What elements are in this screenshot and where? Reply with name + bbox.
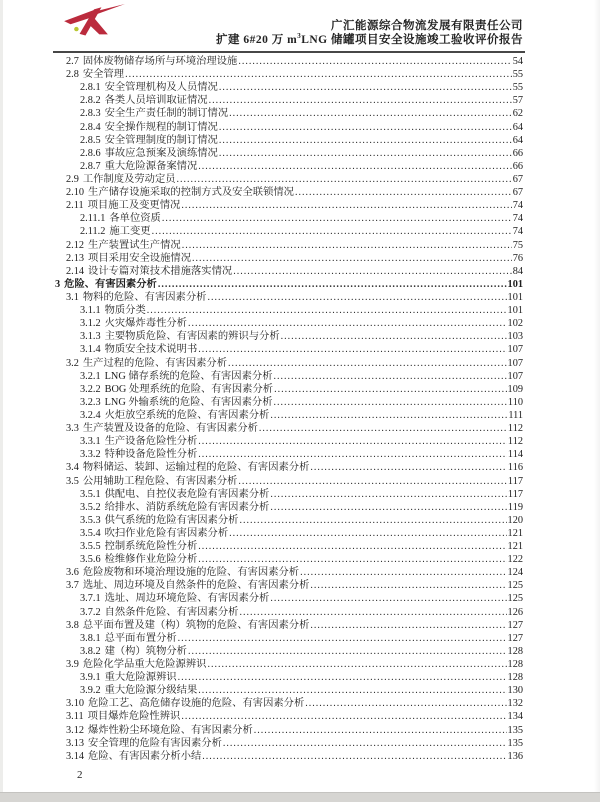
toc-entry-page: 128 [507,672,523,684]
toc-entry-number: 3.5.2 [80,501,101,513]
toc-entry-page: 135 [507,737,523,749]
dot-leader [270,409,507,422]
toc-entry [55,475,523,488]
toc-entry-title: 工作制度及劳动定员 [82,173,176,185]
toc-entry [55,422,523,435]
toc-entry-title: LNG 外输系统的危险、有害因素分析 [104,396,273,408]
dot-leader [198,553,506,566]
toc-entry [55,147,523,160]
toc-entry-number: 2.8.7 [80,160,101,172]
toc-entry [55,396,523,409]
toc-entry-number: 3.2.2 [80,383,101,395]
toc-entry-number: 3.2.3 [80,396,101,408]
toc-entry [55,173,523,186]
toc-entry-title: 检维修作业危险分析 [104,554,198,566]
toc-entry-page: 112 [507,436,523,448]
toc-entry-page: 66 [512,160,523,172]
toc-entry-number: 3.14 [66,750,85,762]
dot-leader [219,121,512,134]
toc-entry [55,186,523,199]
dot-leader [229,527,506,540]
toc-entry-page: 55 [512,69,523,81]
toc-entry-number: 3.1 [66,291,79,303]
toc-entry-number: 2.8 [66,69,79,81]
toc-entry-page: 128 [507,645,523,657]
toc-entry-number: 3.9.2 [80,685,101,697]
toc-entry [55,278,523,291]
dot-leader [198,540,506,553]
toc-entry [55,710,523,723]
toc-entry-page: 119 [507,501,523,513]
toc-entry-number: 3.5.4 [80,527,101,539]
toc-entry-title: 自然条件危险、有害因素分析 [104,606,239,618]
toc-entry-number: 3.11 [66,711,84,723]
toc-entry [55,750,523,763]
dot-leader [188,317,507,330]
toc-entry-title: 危险化学品重大危险源辨识 [82,659,207,671]
toc-entry-page: 134 [507,711,523,723]
toc-entry-page: 62 [512,108,523,120]
toc-entry-number: 3.1.1 [80,305,101,317]
dot-leader [295,186,512,199]
toc-entry-page: 107 [507,370,523,382]
toc-entry-title: 安全管理的危险有害因素分析 [88,737,222,749]
toc-entry-title: 生产设备危险性分析 [104,436,198,448]
toc-entry-page: 126 [507,606,523,618]
page-number: 2 [77,769,83,781]
toc-entry [55,357,523,370]
dot-leader [270,501,507,514]
dot-leader [238,475,507,488]
toc-entry [55,737,523,750]
toc-entry-page: 74 [512,200,523,212]
report-title-suffix: LNG 储罐项目安全设施竣工验收评价报告 [301,34,523,46]
report-title-prefix: 扩建 6#20 万 m [215,34,298,46]
toc-entry-page: 75 [512,239,523,251]
toc-entry-number: 2.11.2 [80,226,106,238]
dot-leader [254,724,507,737]
toc-entry-page: 66 [512,147,523,159]
toc-entry-number: 2.11 [66,200,84,212]
dot-leader [228,357,507,370]
dot-leader [270,488,507,501]
dot-leader [274,396,507,409]
toc-entry-page: 130 [507,685,523,697]
dot-leader [259,422,507,435]
toc-entry-page: 124 [507,567,523,579]
toc-entry-title: 爆炸性粉尘环境危险、有害因素分析 [88,724,253,736]
dot-leader [178,632,507,645]
page-footer [77,769,83,781]
toc-entry [55,606,523,619]
toc-entry-number: 3.3.1 [80,436,101,448]
toc-entry-page: 54 [512,56,523,67]
dot-leader [188,645,507,658]
toc-entry-number: 3.4 [66,462,79,474]
toc-entry [55,317,523,330]
toc-entry-page: 136 [507,750,523,762]
toc-entry-page: 110 [507,396,523,408]
toc-entry-title: 项目爆炸危险性辨识 [87,711,181,723]
toc-entry-title: 给排水、消防系统危险有害因素分析 [104,501,270,513]
toc-entry-title: 公用辅助工程危险、有害因素分析 [82,475,238,487]
dot-leader [181,710,506,723]
toc-entry [55,265,523,278]
toc-entry-title: 总平面布置分析 [104,632,177,644]
dot-leader [229,107,512,120]
dot-leader [198,435,507,448]
toc-entry-title: 危险废物和环境治理设施的危险、有害因素分析 [82,567,300,579]
toc-entry [55,160,523,173]
toc-entry-page: 101 [507,291,523,303]
toc-entry-title: 主要物质危险、有害因素的辨识与分析 [104,331,280,343]
toc-entry-number: 3.8.2 [80,645,101,657]
dot-leader [158,278,507,291]
toc-entry [55,239,523,252]
toc-entry [55,553,523,566]
toc-entry-number: 2.8.1 [80,82,101,94]
toc-entry-number: 3.5 [66,475,79,487]
toc-entry-title: 安全管理制度的制订情况 [104,134,218,146]
toc-entry [55,724,523,737]
toc-entry-page: 74 [512,213,523,225]
toc-entry-title: 物料储运、装卸、运输过程的危险、有害因素分析 [82,462,310,474]
dot-leader [219,81,512,94]
toc-entry [55,291,523,304]
toc-entry-title: LNG 储存系统的危险、有害因素分析 [104,370,273,382]
table-of-contents [55,55,523,763]
toc-entry-page: 107 [507,357,523,369]
dot-leader [233,265,512,278]
toc-entry-title: 项目施工及变更情况 [87,200,181,212]
dot-leader [310,461,507,474]
dot-leader [310,619,506,632]
header-divider [53,51,525,53]
toc-entry-page: 128 [507,659,523,671]
toc-entry-number: 3.1.4 [80,344,101,356]
logo-dot [74,27,78,31]
toc-entry-number: 3.2.4 [80,409,101,421]
toc-entry [55,461,523,474]
toc-entry-page: 121 [507,527,523,539]
toc-entry-title: 供气系统的危险有害因素分析 [104,514,239,526]
toc-entry [55,68,523,81]
dot-leader [192,252,512,265]
toc-entry-page: 101 [507,305,523,317]
toc-entry [55,540,523,553]
toc-entry-title: 重大危险源分级结果 [104,685,198,697]
toc-entry-page: 116 [507,462,523,474]
toc-entry-page: 132 [507,698,523,710]
dot-leader [198,448,507,461]
toc-entry [55,212,523,225]
toc-entry-number: 3.1.3 [80,331,101,343]
toc-entry-page: 84 [512,265,523,277]
toc-entry-number: 2.10 [66,187,85,199]
dot-leader [219,147,512,160]
toc-entry [55,199,523,212]
toc-entry-title: 物料的危险、有害因素分析 [82,291,207,303]
toc-entry-number: 2.8.3 [80,108,101,120]
toc-entry-title: 各类人员培训取证情况 [104,95,208,107]
toc-entry-page: 122 [507,554,523,566]
dot-leader [209,94,512,107]
toc-entry-title: 选址、周边环境危险、有害因素分析 [104,593,270,605]
toc-entry-page: 101 [507,278,523,290]
toc-entry-number: 3.7.2 [80,606,101,618]
toc-entry-number: 3.5.6 [80,554,101,566]
toc-entry-page: 103 [507,331,523,343]
toc-entry [55,252,523,265]
toc-entry-number: 3.5.1 [80,488,101,500]
toc-entry-page: 127 [507,632,523,644]
toc-entry-number: 2.9 [66,173,79,185]
toc-entry-number: 2.14 [66,265,85,277]
toc-entry-number: 2.12 [66,239,85,251]
toc-entry [55,107,523,120]
dot-leader [305,697,506,710]
toc-entry [55,304,523,317]
toc-entry-title: 施工变更 [109,226,151,238]
toc-entry-title: BOG 处理系统的危险、有害因素分析 [104,383,274,395]
toc-entry-title: 火灾爆炸毒性分析 [104,318,187,330]
toc-entry-page: 135 [507,724,523,736]
dot-leader [238,55,511,68]
toc-entry-title: 生产装置及设备的危险、有害因素分析 [82,423,258,435]
toc-entry-page: 102 [507,318,523,330]
report-title [216,33,523,47]
toc-entry-title: 安全管理 [82,69,125,81]
toc-entry-number: 2.8.5 [80,134,101,146]
dot-leader [198,684,506,697]
toc-entry-number: 2.13 [66,252,85,264]
toc-entry-page: 76 [512,252,523,264]
toc-entry [55,409,523,422]
toc-entry-number: 3.7 [66,580,79,592]
dot-leader [239,514,506,527]
scan-edge-left [0,0,3,802]
toc-entry [55,55,523,68]
report-title-superscript: 3 [297,32,302,41]
toc-entry-page: 64 [512,134,523,146]
toc-entry [55,592,523,605]
dot-leader [162,212,512,225]
toc-entry-title: 危险、有害因素分析 [64,278,157,290]
dot-leader [198,343,506,356]
dot-leader [207,658,506,671]
toc-entry-title: 吹扫作业危险有害因素分析 [104,527,229,539]
toc-entry-title: 危险工艺、高危储存设施的危险、有害因素分析 [88,698,305,710]
toc-entry-title: 安全生产责任制的制订情况 [104,108,229,120]
toc-entry-title: 项目采用安全设施情况 [88,252,191,264]
toc-entry-title: 供配电、自控仪表危险有害因素分析 [104,488,270,500]
toc-entry-page: 67 [512,173,523,185]
dot-leader [177,173,512,186]
toc-entry-number: 3.9.1 [80,672,101,684]
dot-leader [202,750,506,763]
toc-entry [55,684,523,697]
toc-entry-number: 3.3 [66,423,79,435]
header-text-block [216,19,523,47]
toc-entry-page: 64 [512,121,523,133]
toc-entry-title: 重大危险源辨识 [104,672,177,684]
toc-entry [55,619,523,632]
toc-entry [55,81,523,94]
toc-entry-title: 安全管理机构及人员情况 [104,82,218,94]
dot-leader [207,291,506,304]
dot-leader [223,737,507,750]
toc-entry-page: 117 [507,475,523,487]
dot-leader [281,330,507,343]
toc-entry [55,527,523,540]
toc-entry-title: 事故应急预案及演练情况 [104,147,218,159]
toc-entry-number: 3.2 [66,357,79,369]
toc-entry-page: 67 [512,187,523,199]
toc-entry-number: 3.3.2 [80,449,101,461]
toc-entry-number: 3.12 [66,724,85,736]
toc-entry-page: 109 [507,383,523,395]
toc-entry-number: 2.11.1 [80,213,106,225]
toc-entry-page: 125 [507,580,523,592]
dot-leader [239,606,506,619]
toc-entry-number: 2.7 [66,56,79,67]
dot-leader [152,225,512,238]
toc-entry-title: 总平面布置及建（构）筑物的危险、有害因素分析 [82,619,310,631]
toc-entry-number: 3.7.1 [80,593,101,605]
toc-entry-title: 生产装置试生产情况 [88,239,181,251]
toc-entry-number: 3 [55,278,61,290]
toc-entry [55,370,523,383]
toc-entry-title: 各单位资质 [109,213,161,225]
toc-entry-page: 74 [512,226,523,238]
toc-entry-title: 设计专篇对策技术措施落实情况 [88,265,233,277]
toc-entry-page: 111 [508,409,523,421]
toc-entry-title: 危险、有害因素分析小结 [88,750,202,762]
toc-entry-page: 121 [507,541,523,553]
toc-entry [55,134,523,147]
toc-entry [55,658,523,671]
scan-edge-right [594,0,600,793]
dot-leader [178,671,507,684]
toc-entry [55,330,523,343]
toc-entry [55,566,523,579]
toc-entry-page: 107 [507,344,523,356]
dot-leader [274,370,507,383]
dot-leader [198,160,511,173]
toc-entry [55,632,523,645]
toc-entry-page: 55 [512,82,523,94]
toc-entry-title: 物质分类 [104,305,146,317]
scan-edge-bottom [0,792,600,802]
toc-entry-title: 生产过程的危险、有害因素分析 [82,357,228,369]
toc-entry-number: 3.10 [66,698,85,710]
toc-entry-number: 3.6 [66,567,79,579]
toc-entry-number: 3.1.2 [80,318,101,330]
toc-entry-page: 57 [512,95,523,107]
toc-entry [55,514,523,527]
toc-entry [55,383,523,396]
dot-leader [274,383,506,396]
toc-entry-number: 2.8.2 [80,95,101,107]
toc-entry-number: 3.2.1 [80,370,101,382]
toc-entry-title: 生产储存设施采取的控制方式及安全联锁情况 [88,187,294,199]
toc-entry-title: 安全操作规程的制订情况 [104,121,218,133]
toc-entry [55,697,523,710]
toc-entry [55,671,523,684]
dot-leader [300,566,506,579]
company-name: 广汇能源综合物流发展有限责任公司 [331,20,523,32]
toc-entry [55,435,523,448]
toc-entry [55,343,523,356]
toc-entry-title: 固体废物储存场所与环境治理设施 [82,56,238,67]
dot-leader [310,579,506,592]
toc-entry-number: 3.8 [66,619,79,631]
toc-entry-page: 117 [507,488,523,500]
dot-leader [219,134,512,147]
toc-entry [55,225,523,238]
toc-entry-title: 选址、周边环境及自然条件的危险、有害因素分析 [82,580,310,592]
toc-entry [55,645,523,658]
dot-leader [147,304,507,317]
toc-entry-title: 建（构）筑物分析 [104,645,187,657]
toc-entry-title: 重大危险源备案情况 [104,160,198,172]
toc-entry-title: 特种设备危险性分析 [104,449,198,461]
toc-entry [55,94,523,107]
toc-entry-number: 3.5.3 [80,514,101,526]
toc-entry-number: 3.13 [66,737,85,749]
dot-leader [182,239,512,252]
toc-entry-number: 2.8.6 [80,147,101,159]
toc-entry-title: 控制系统危险性分析 [104,541,198,553]
toc-entry-number: 3.8.1 [80,632,101,644]
toc-entry-page: 125 [507,593,523,605]
toc-entry-title: 物质安全技术说明书 [104,344,198,356]
company-logo-icon [62,3,126,37]
toc-entry [55,579,523,592]
toc-entry-page: 112 [507,423,523,435]
dot-leader [181,199,511,212]
dot-leader [270,592,506,605]
dot-leader [125,68,512,81]
toc-entry [55,448,523,461]
toc-entry-number: 3.9 [66,659,79,671]
toc-entry-page: 114 [507,449,523,461]
toc-entry-title: 火炬放空系统的危险、有害因素分析 [104,409,270,421]
toc-entry-page: 120 [507,514,523,526]
toc-entry [55,488,523,501]
toc-entry-number: 2.8.4 [80,121,101,133]
toc-entry [55,121,523,134]
toc-entry-page: 127 [507,619,523,631]
toc-entry-number: 3.5.5 [80,541,101,553]
toc-entry [55,501,523,514]
